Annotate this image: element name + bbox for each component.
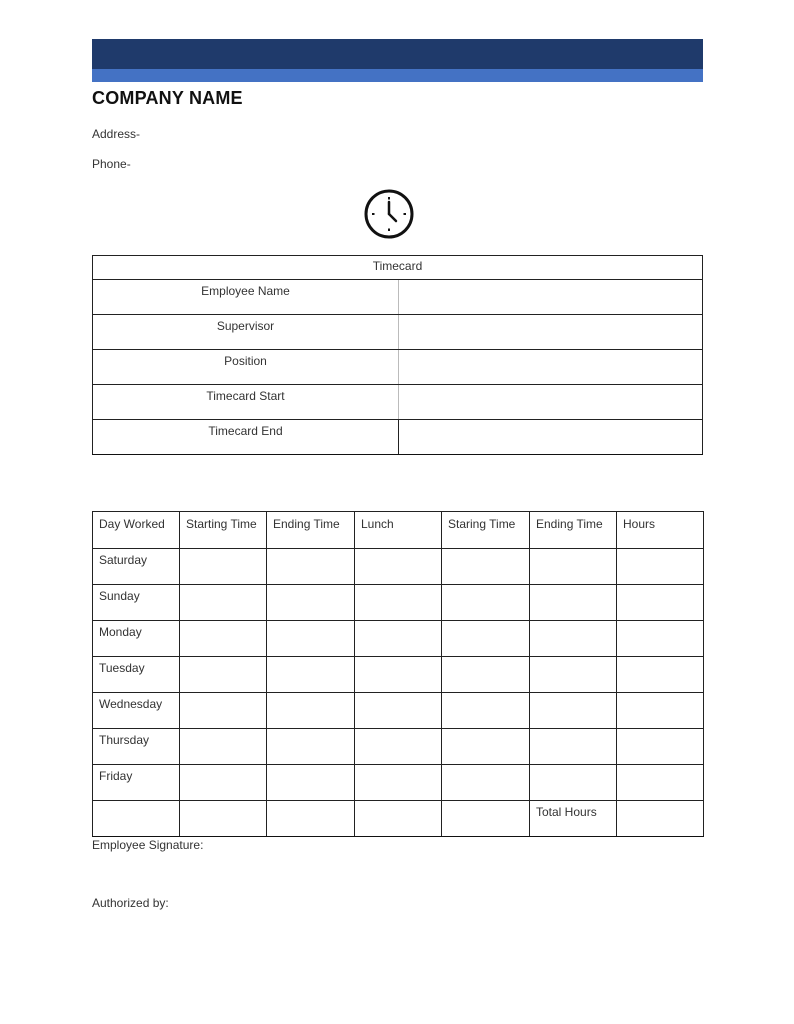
- total-hours-field[interactable]: [617, 801, 704, 837]
- cell[interactable]: [617, 549, 704, 585]
- cell[interactable]: [442, 657, 530, 693]
- col-header-ending-time: Ending Time: [267, 512, 355, 549]
- cell[interactable]: [617, 729, 704, 765]
- timecard-info-table: [92, 255, 703, 455]
- cell[interactable]: [530, 657, 617, 693]
- employee-name-label: Employee Name: [93, 280, 399, 315]
- cell[interactable]: [530, 729, 617, 765]
- cell[interactable]: [180, 621, 267, 657]
- cell[interactable]: [180, 693, 267, 729]
- cell: [355, 801, 442, 837]
- cell[interactable]: [530, 549, 617, 585]
- cell[interactable]: [267, 657, 355, 693]
- header-band-dark: [92, 39, 703, 69]
- table-row: [93, 729, 704, 765]
- cell[interactable]: [530, 585, 617, 621]
- cell[interactable]: [267, 729, 355, 765]
- cell[interactable]: [267, 693, 355, 729]
- cell[interactable]: [180, 657, 267, 693]
- cell[interactable]: [530, 765, 617, 801]
- schedule-table: [92, 511, 704, 837]
- cell: [93, 801, 180, 837]
- cell[interactable]: [180, 549, 267, 585]
- cell[interactable]: [442, 729, 530, 765]
- day-label: Saturday: [93, 549, 180, 585]
- cell[interactable]: [355, 693, 442, 729]
- day-label: Friday: [93, 765, 180, 801]
- table-row: [93, 693, 704, 729]
- info-row-timecard-start: [93, 385, 703, 420]
- cell[interactable]: [442, 693, 530, 729]
- cell[interactable]: [180, 765, 267, 801]
- cell[interactable]: [267, 585, 355, 621]
- supervisor-field[interactable]: [399, 315, 703, 350]
- cell[interactable]: [267, 765, 355, 801]
- schedule-header-row: [93, 512, 704, 549]
- position-label: Position: [93, 350, 399, 385]
- day-label: Tuesday: [93, 657, 180, 693]
- info-row-timecard-end: [93, 420, 703, 455]
- cell[interactable]: [530, 693, 617, 729]
- timecard-end-label: Timecard End: [93, 420, 399, 455]
- cell[interactable]: [617, 585, 704, 621]
- cell[interactable]: [617, 621, 704, 657]
- cell[interactable]: [355, 621, 442, 657]
- table-row: [93, 765, 704, 801]
- cell[interactable]: [617, 657, 704, 693]
- cell: [267, 801, 355, 837]
- employee-signature-label: Employee Signature:: [92, 838, 204, 852]
- cell: [442, 801, 530, 837]
- timecard-start-field[interactable]: [399, 385, 703, 420]
- timecard-end-field[interactable]: [399, 420, 703, 455]
- cell[interactable]: [355, 585, 442, 621]
- info-row-supervisor: [93, 315, 703, 350]
- cell[interactable]: [442, 765, 530, 801]
- timecard-start-label: Timecard Start: [93, 385, 399, 420]
- cell: [180, 801, 267, 837]
- col-header-lunch: Lunch: [355, 512, 442, 549]
- cell[interactable]: [442, 621, 530, 657]
- info-row-position: [93, 350, 703, 385]
- position-field[interactable]: [399, 350, 703, 385]
- table-row: [93, 549, 704, 585]
- cell[interactable]: [267, 621, 355, 657]
- total-hours-label: Total Hours: [530, 801, 617, 837]
- supervisor-label: Supervisor: [93, 315, 399, 350]
- cell[interactable]: [180, 729, 267, 765]
- cell[interactable]: [180, 585, 267, 621]
- address-label: Address-: [92, 127, 141, 141]
- authorized-by-label: Authorized by:: [92, 896, 169, 910]
- phone-label: Phone-: [92, 157, 131, 171]
- cell[interactable]: [617, 693, 704, 729]
- cell[interactable]: [442, 585, 530, 621]
- cell[interactable]: [442, 549, 530, 585]
- day-label: Sunday: [93, 585, 180, 621]
- day-label: Wednesday: [93, 693, 180, 729]
- cell[interactable]: [355, 549, 442, 585]
- cell[interactable]: [530, 621, 617, 657]
- day-label: Monday: [93, 621, 180, 657]
- table-row: [93, 621, 704, 657]
- col-header-day-worked: Day Worked: [93, 512, 180, 549]
- cell[interactable]: [617, 765, 704, 801]
- cell[interactable]: [355, 657, 442, 693]
- table-row: [93, 657, 704, 693]
- col-header-ending-time-2: Ending Time: [530, 512, 617, 549]
- clock-icon: [363, 188, 415, 240]
- col-header-hours: Hours: [617, 512, 704, 549]
- day-label: Thursday: [93, 729, 180, 765]
- cell[interactable]: [355, 765, 442, 801]
- timecard-title: Timecard: [93, 256, 703, 280]
- cell[interactable]: [355, 729, 442, 765]
- total-row: [93, 801, 704, 837]
- col-header-staring-time: Staring Time: [442, 512, 530, 549]
- employee-name-field[interactable]: [399, 280, 703, 315]
- cell[interactable]: [267, 549, 355, 585]
- col-header-starting-time: Starting Time: [180, 512, 267, 549]
- table-row: [93, 585, 704, 621]
- info-row-employee-name: [93, 280, 703, 315]
- company-name: COMPANY NAME: [92, 88, 243, 108]
- header-band-light: [92, 69, 703, 82]
